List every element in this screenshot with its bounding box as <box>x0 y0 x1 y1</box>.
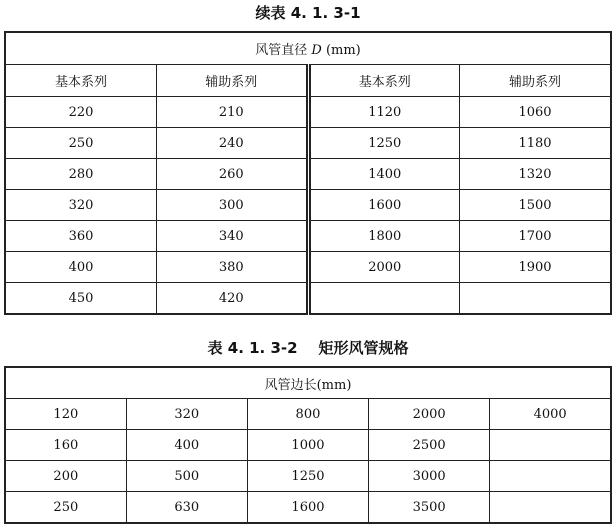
table-cell: 3500 <box>369 492 490 524</box>
table1-title-prefix: 风管直径 <box>255 43 308 58</box>
table-cell: 340 <box>157 221 309 252</box>
table-cell: 360 <box>5 221 157 252</box>
table-cell <box>490 492 611 524</box>
table-row <box>5 283 611 315</box>
table-row <box>5 461 611 492</box>
table1-title-symbol: D <box>311 43 322 58</box>
table-cell: 240 <box>157 128 309 159</box>
table-cell <box>490 461 611 492</box>
table-cell: 450 <box>5 283 157 315</box>
table-row <box>5 128 611 159</box>
table-cell: 3000 <box>369 461 490 492</box>
table-row <box>5 492 611 524</box>
column-header-basic-series: 基本系列 <box>308 65 460 97</box>
table-cell: 1250 <box>308 128 460 159</box>
table-cell: 2500 <box>369 430 490 461</box>
table-cell: 1250 <box>247 461 368 492</box>
table-cell: 250 <box>5 128 157 159</box>
table-row <box>5 159 611 190</box>
table2-title-cell: 风管边长(mm) <box>5 367 611 399</box>
table-row <box>5 97 611 128</box>
table-cell: 1320 <box>460 159 612 190</box>
table-cell: 200 <box>5 461 126 492</box>
table-row <box>5 190 611 221</box>
table-cell <box>460 283 612 315</box>
table-cell: 1900 <box>460 252 612 283</box>
column-header-auxiliary-series: 辅助系列 <box>157 65 309 97</box>
round-duct-diameter-table <box>4 31 612 315</box>
table-row <box>5 430 611 461</box>
table-cell: 250 <box>5 492 126 524</box>
table-cell: 1000 <box>247 430 368 461</box>
table-cell: 2000 <box>369 399 490 430</box>
table-cell <box>308 283 460 315</box>
table-cell: 320 <box>5 190 157 221</box>
table-cell: 120 <box>5 399 126 430</box>
table-cell: 400 <box>126 430 247 461</box>
table-cell: 4000 <box>490 399 611 430</box>
table-cell: 280 <box>5 159 157 190</box>
table1-title-unit: (mm) <box>325 43 361 58</box>
table-cell: 220 <box>5 97 157 128</box>
table-cell: 1180 <box>460 128 612 159</box>
table-cell: 160 <box>5 430 126 461</box>
table-cell: 420 <box>157 283 309 315</box>
table-cell: 1500 <box>460 190 612 221</box>
table-cell: 2000 <box>308 252 460 283</box>
table1-caption: 续表 4. 1. 3-1 <box>255 4 361 22</box>
table-cell: 320 <box>126 399 247 430</box>
table-cell: 1600 <box>308 190 460 221</box>
table-cell: 1600 <box>247 492 368 524</box>
table-cell: 300 <box>157 190 309 221</box>
table-cell: 380 <box>157 252 309 283</box>
rectangular-duct-size-table <box>4 366 612 524</box>
table-cell: 1120 <box>308 97 460 128</box>
table-cell: 210 <box>157 97 309 128</box>
table-cell: 630 <box>126 492 247 524</box>
table-cell: 1700 <box>460 221 612 252</box>
column-header-auxiliary-series: 辅助系列 <box>460 65 612 97</box>
table-row <box>5 399 611 430</box>
column-header-basic-series: 基本系列 <box>5 65 157 97</box>
table-cell: 500 <box>126 461 247 492</box>
table-row <box>5 221 611 252</box>
table-cell: 1400 <box>308 159 460 190</box>
table-cell: 800 <box>247 399 368 430</box>
table-cell: 260 <box>157 159 309 190</box>
table1-title-cell <box>5 32 611 65</box>
table-cell: 1060 <box>460 97 612 128</box>
table-row <box>5 252 611 283</box>
table-cell: 400 <box>5 252 157 283</box>
table-cell: 1800 <box>308 221 460 252</box>
table-cell <box>490 430 611 461</box>
table2-caption: 表 4. 1. 3-2 矩形风管规格 <box>207 339 409 357</box>
